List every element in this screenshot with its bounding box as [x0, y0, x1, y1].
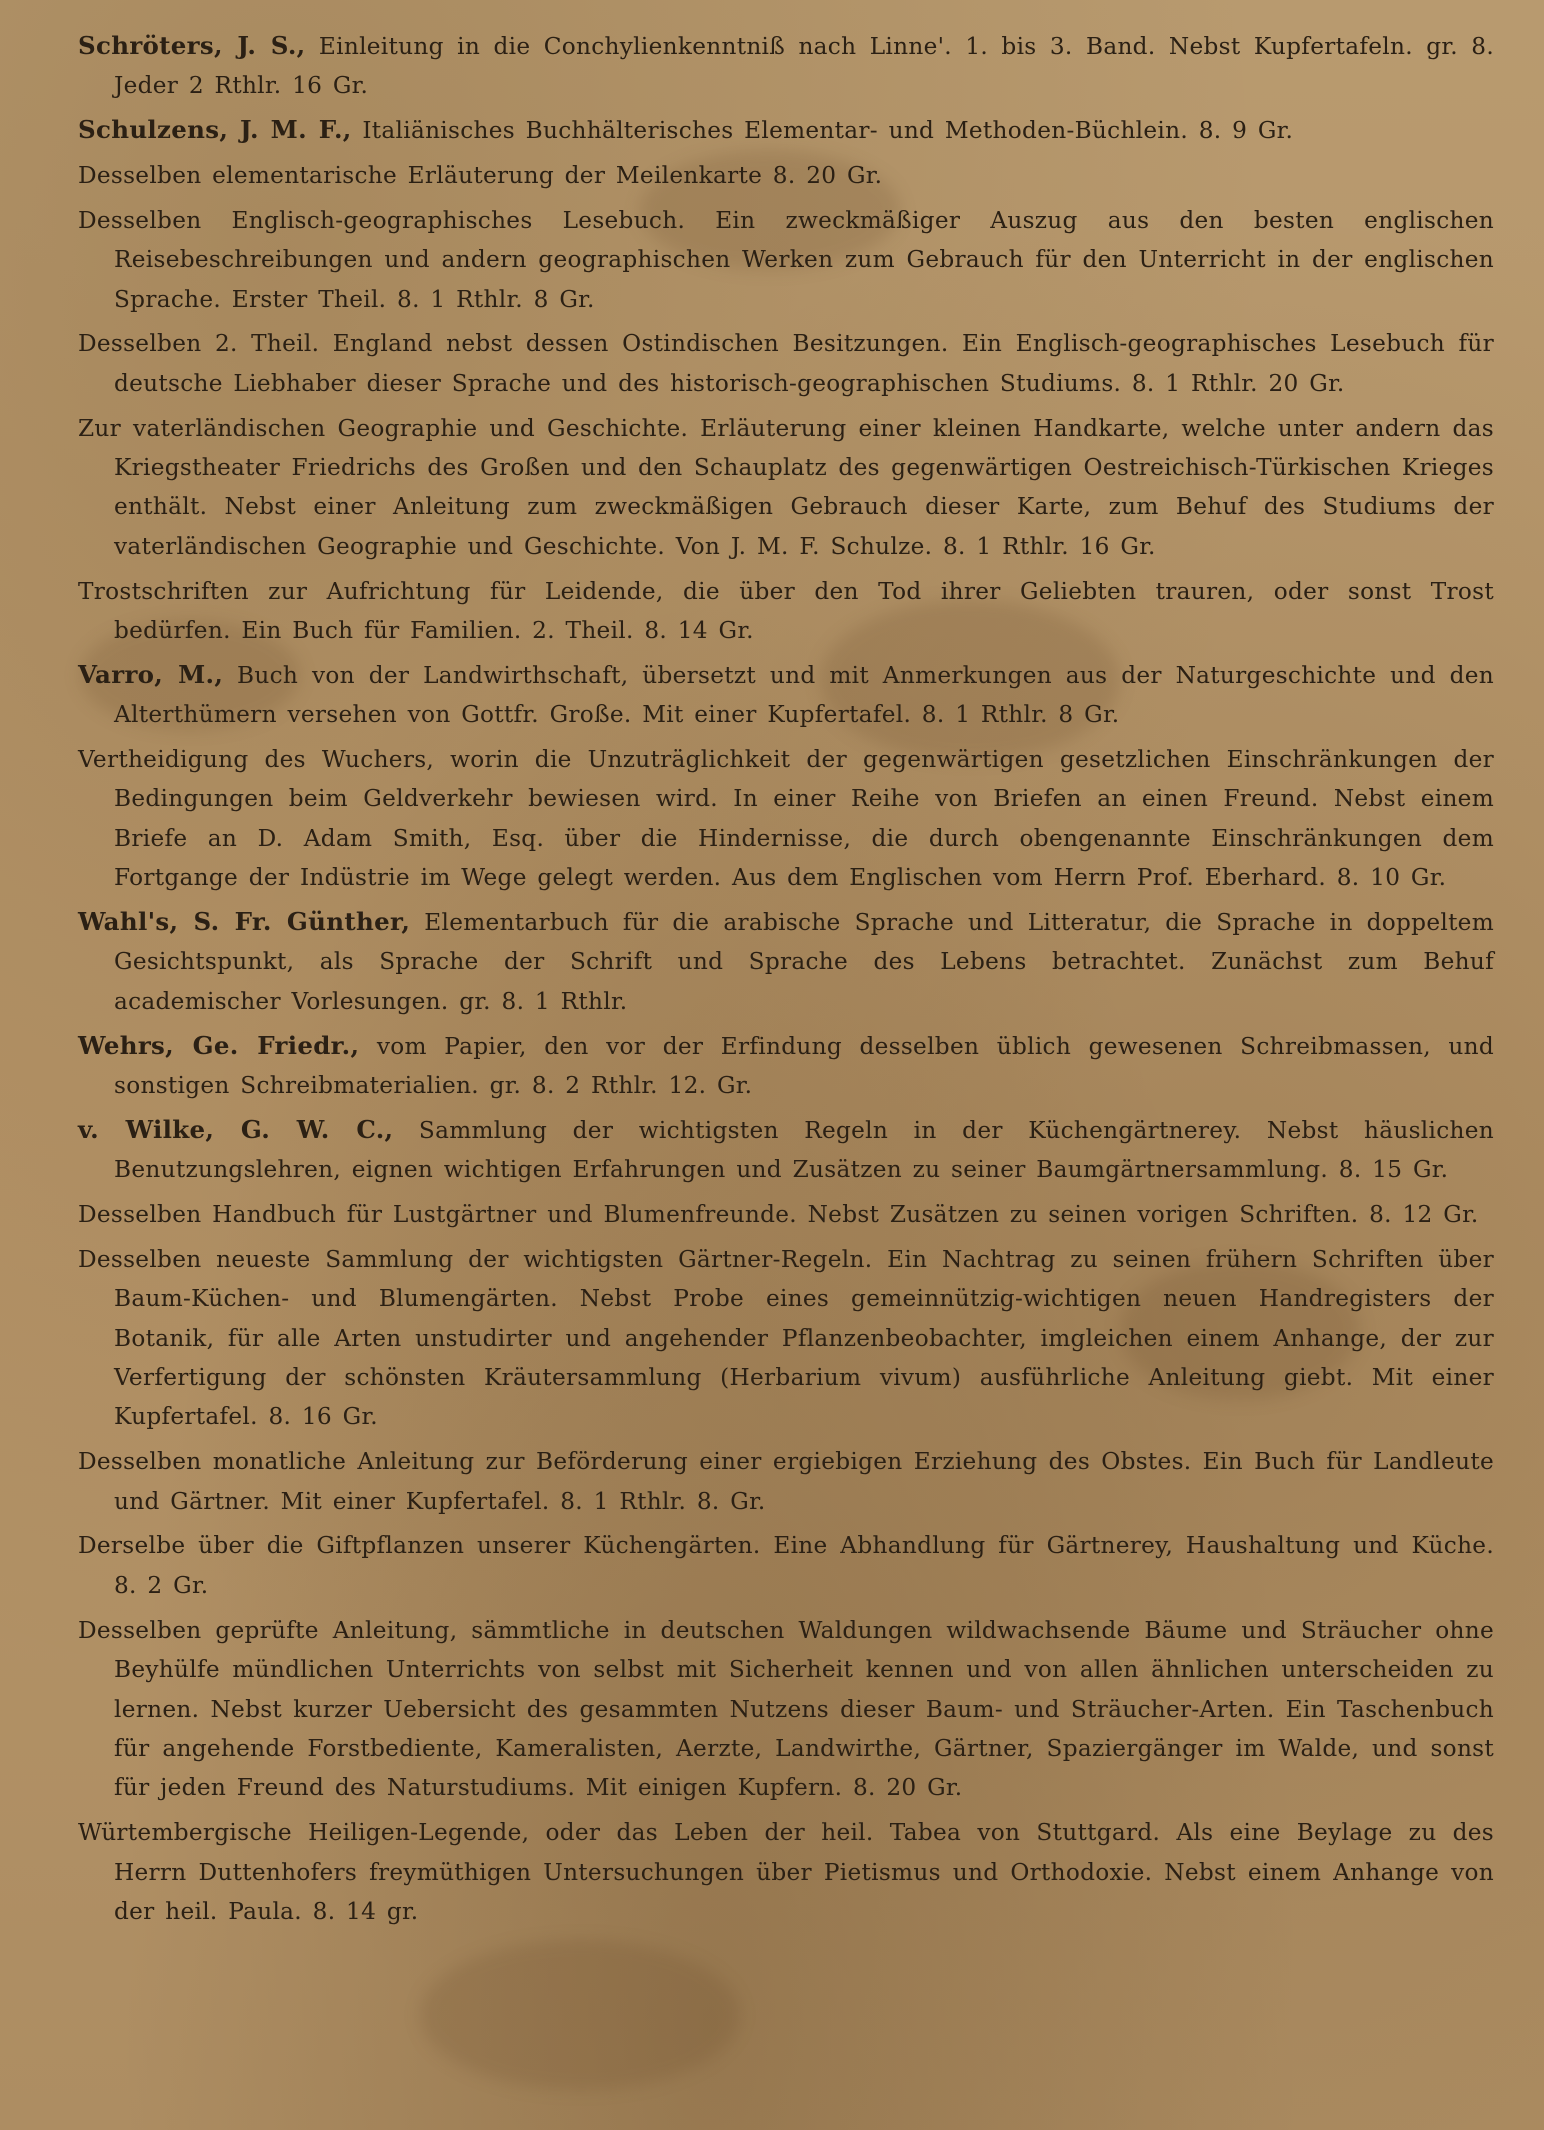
entry-text: Desselben Englisch-geographisches Lesebuch. Ein zweckmäßiger Auszug aus den besten englischen Reisebeschreibungen und andern geographischen Werken zum Gebrauch für den Unterricht in der englischen Sprache. Erster Theil. 8. 1 Rthlr. 8 Gr.: [78, 206, 1494, 313]
entry-text: Desselben Handbuch für Lustgärtner und Blumenfreunde. Nebst Zusätzen zu seinen vorigen Schriften. 8. 12 Gr.: [78, 1201, 1479, 1229]
catalogue-entry: [78, 1812, 1494, 1931]
entry-author: Wahl's, S. Fr. Günther,: [78, 907, 411, 937]
catalogue-entry: [78, 571, 1494, 651]
entry-text: Desselben geprüfte Anleitung, sämmtliche in deutschen Waldungen wildwachsende Bäume und Sträucher ohne Beyhülfe mündlichen Unterrichts von selbst mit Sicherheit kennen und von allen ähnlichen unterscheiden zu lernen. Nebst kurzer Uebersicht des gesammten Nutzens dieser Baum- und Sträucher-Arten. Ein Taschenbuch für angehende Forstbediente, Kameralisten, Aerzte, Landwirthe, Gärtner, Spaziergänger im Walde, und sonst für jeden Freund des Naturstudiums. Mit einigen Kupfern. 8. 20 Gr.: [78, 1616, 1494, 1802]
entry-text: Derselbe über die Giftpflanzen unserer Küchengärten. Eine Abhandlung für Gärtnerey, Haushaltung und Küche. 8. 2 Gr.: [78, 1532, 1494, 1599]
entry-author: Wehrs, Ge. Friedr.,: [78, 1030, 360, 1060]
entry-text: Buch von der Landwirthschaft, übersetzt und mit Anmerkungen aus der Naturgeschichte und den Alterthümern versehen von Gottfr. Große. Mit einer Kupfertafel. 8. 1 Rthlr. 8 Gr.: [114, 661, 1494, 729]
catalogue-entry: [78, 200, 1494, 319]
catalogue-entry: [78, 655, 1494, 735]
catalogue-entry: [78, 110, 1494, 150]
catalogue-entry: [78, 902, 1494, 1021]
entry-author: Schröters, J. S.,: [78, 31, 306, 60]
catalogue-entry: [78, 1110, 1494, 1190]
catalogue-entry: [78, 1026, 1494, 1106]
catalogue-entry: [78, 323, 1494, 403]
entry-author: v. Wilke, G. W. C.,: [78, 1114, 394, 1144]
catalogue-entry: [78, 1610, 1494, 1808]
catalogue-entry: [78, 1441, 1494, 1521]
entry-text: Desselben monatliche Anleitung zur Beförderung einer ergiebigen Erziehung des Obstes. Ein Buch für Landleute und Gärtner. Mit einer Kupfertafel. 8. 1 Rthlr. 8. Gr.: [78, 1448, 1494, 1515]
catalogue-entry: [78, 408, 1494, 567]
entry-text: Elementarbuch für die arabische Sprache und Litteratur, die Sprache in doppeltem Gesichtspunkt, als Sprache der Schrift und Sprache des Lebens betrachtet. Zunächst zum Behuf academischer Vorlesungen. gr. 8. 1 Rthlr.: [114, 909, 1494, 1015]
entry-author: Schulzens, J. M. F.,: [78, 115, 352, 145]
catalogue-entry: [78, 1525, 1494, 1605]
entry-text: Zur vaterländischen Geographie und Geschichte. Erläuterung einer kleinen Handkarte, welche unter andern das Kriegstheater Friedrichs des Großen und den Schauplatz des gegenwärtigen Oestreichisch-Türkischen Krieges enthält. Nebst einer Anleitung zum zweckmäßigen Gebrauch dieser Karte, zum Behuf des Studiums der vaterländischen Geographie und Geschichte. Von J. M. F. Schulze. 8. 1 Rthlr. 16 Gr.: [78, 414, 1494, 560]
entry-text: Italiänisches Buchhälterisches Elementar- und Methoden-Büchlein. 8. 9 Gr.: [362, 117, 1294, 145]
entry-text: Vertheidigung des Wuchers, worin die Unzuträglichkeit der gegenwärtigen gesetzlichen Einschränkungen der Bedingungen beim Geldverkehr bewiesen wird. In einer Reihe von Briefen an einen Freund. Nebst einem Briefe an D. Adam Smith, Esq. über die Hindernisse, die durch obengenannte Einschränkungen dem Fortgange der Indüstrie im Wege gelegt werden. Aus dem Englischen vom Herrn Prof. Eberhard. 8. 10 Gr.: [78, 746, 1494, 892]
entry-text: Einleitung in die Conchylienkenntniß nach Linne'. 1. bis 3. Band. Nebst Kupfertafeln. gr. 8. Jeder 2 Rthlr. 16 Gr.: [114, 33, 1494, 100]
entry-author: Varro, M.,: [78, 659, 224, 689]
entry-text: Sammlung der wichtigsten Regeln in der Küchengärtnerey. Nebst häuslichen Benutzungslehren, eignen wichtigen Erfahrungen und Zusätzen zu seiner Baumgärtnersammlung. 8. 15 Gr.: [114, 1116, 1494, 1184]
catalogue-entry: [78, 739, 1494, 898]
catalogue-entry: [78, 155, 1494, 195]
catalogue-entry: [78, 1239, 1494, 1437]
entry-text: Trostschriften zur Aufrichtung für Leidende, die über den Tod ihrer Geliebten trauren, oder sonst Trost bedürfen. Ein Buch für Familien. 2. Theil. 8. 14 Gr.: [78, 577, 1494, 645]
catalogue-entry: [78, 1194, 1494, 1234]
entry-text: vom Papier, den vor der Erfindung desselben üblich gewesenen Schreibmassen, und sonstigen Schreibmaterialien. gr. 8. 2 Rthlr. 12. Gr.: [114, 1032, 1495, 1100]
catalogue-entry: [78, 26, 1494, 106]
entry-text: Desselben elementarische Erläuterung der Meilenkarte 8. 20 Gr.: [78, 162, 883, 189]
entry-text: Würtembergische Heiligen-Legende, oder das Leben der heil. Tabea von Stuttgard. Als eine Beylage zu des Herrn Duttenhofers freymüthigen Untersuchungen über Pietismus und Orthodoxie. Nebst einem Anhange von der heil. Paula. 8. 14 gr.: [78, 1819, 1494, 1925]
entry-text: Desselben 2. Theil. England nebst dessen Ostindischen Besitzungen. Ein Englisch-geographisches Lesebuch für deutsche Liebhaber dieser Sprache und des historisch-geographischen Studiums. 8. 1 Rthlr. 20 Gr.: [78, 330, 1494, 397]
entry-text: Desselben neueste Sammlung der wichtigsten Gärtner-Regeln. Ein Nachtrag zu seinen frühern Schriften über Baum-Küchen- und Blumengärten. Nebst Probe eines gemeinnützig-wichtigen neuen Handregisters der Botanik, für alle Arten unstudirter und angehender Pflanzenbeobachter, imgleichen einem Anhange, der zur Verfertigung der schönsten Kräutersammlung (Herbarium vivum) ausführliche Anleitung giebt. Mit einer Kupfertafel. 8. 16 Gr.: [78, 1245, 1494, 1431]
